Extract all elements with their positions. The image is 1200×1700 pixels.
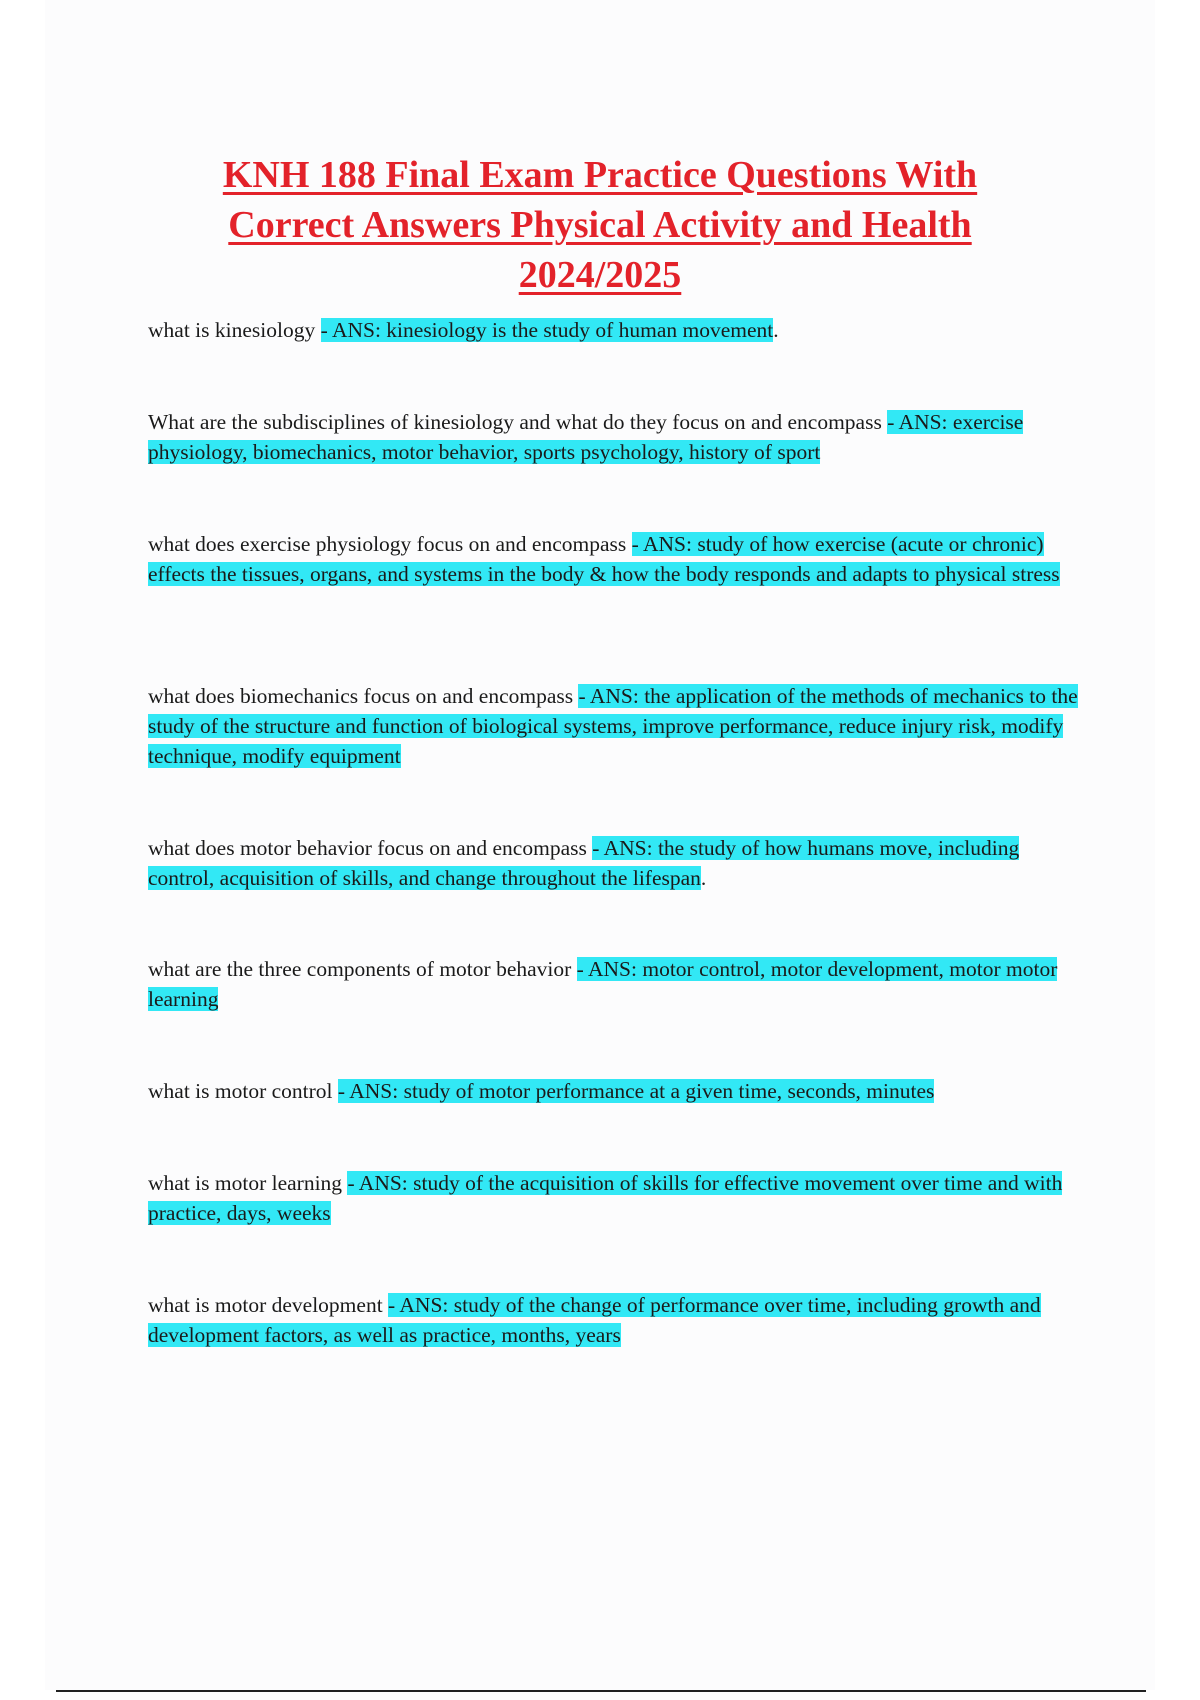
answer-trail: .: [773, 318, 779, 342]
question-text: what are the three components of motor behavior: [148, 957, 577, 981]
answer-trail: .: [700, 866, 707, 890]
qa-item-1: [148, 315, 1088, 345]
answer-text: - ANS: the application of the methods of mechanics to the study of the structure and function of biological systems, improve performance, reduce injury risk, modify technique, modify equipment: [148, 684, 1078, 768]
question-text: What are the subdisciplines of kinesiology and what do they focus on and encompass: [148, 410, 888, 434]
answer-text: - ANS: exercise physiology, biomechanics, motor behavior, sports psychology, history of sport: [148, 410, 1024, 464]
qa-item-8: [148, 1168, 1088, 1228]
answer-text: - ANS: kinesiology is the study of human movement: [320, 318, 774, 342]
qa-item-4: [148, 681, 1088, 771]
answer-text: - ANS: study of the acquisition of skills for effective movement over time and with practice, days, weeks: [148, 1171, 1063, 1225]
question-text: what is motor learning: [148, 1171, 348, 1195]
qa-item-6: [148, 954, 1088, 1014]
answer-text: - ANS: the study of how humans move, including control, acquisition of skills, and change throughout the lifespan: [148, 836, 1020, 890]
answer-text: - ANS: study of how exercise (acute or chronic) effects the tissues, organs, and systems in the body & how the body responds and adapts to physical stress: [148, 532, 1060, 586]
qa-item-7: [148, 1076, 1088, 1106]
answer-text: - ANS: motor control, motor development, motor motor learning: [148, 957, 1058, 1011]
answer-text: - ANS: study of the change of performance over time, including growth and development factors, as well as practice, months, years: [148, 1293, 1041, 1347]
document-title: KNH 188 Final Exam Practice Questions With Correct Answers Physical Activity and Health 2024/2025: [222, 154, 978, 296]
question-text: what does biomechanics focus on and encompass: [148, 684, 579, 708]
question-text: what does exercise physiology focus on and encompass: [148, 532, 632, 556]
question-text: what is kinesiology: [148, 318, 321, 342]
question-text: what is motor development: [148, 1293, 389, 1317]
question-text: what does motor behavior focus on and encompass: [148, 836, 593, 860]
qa-item-5: [148, 833, 1088, 893]
bottom-divider: [56, 1690, 1146, 1692]
question-text: what is motor control: [148, 1079, 338, 1103]
qa-item-3: [148, 529, 1088, 589]
qa-item-2: [148, 407, 1088, 467]
qa-item-9: [148, 1290, 1088, 1350]
answer-text: - ANS: study of motor performance at a given time, seconds, minutes: [337, 1079, 935, 1103]
